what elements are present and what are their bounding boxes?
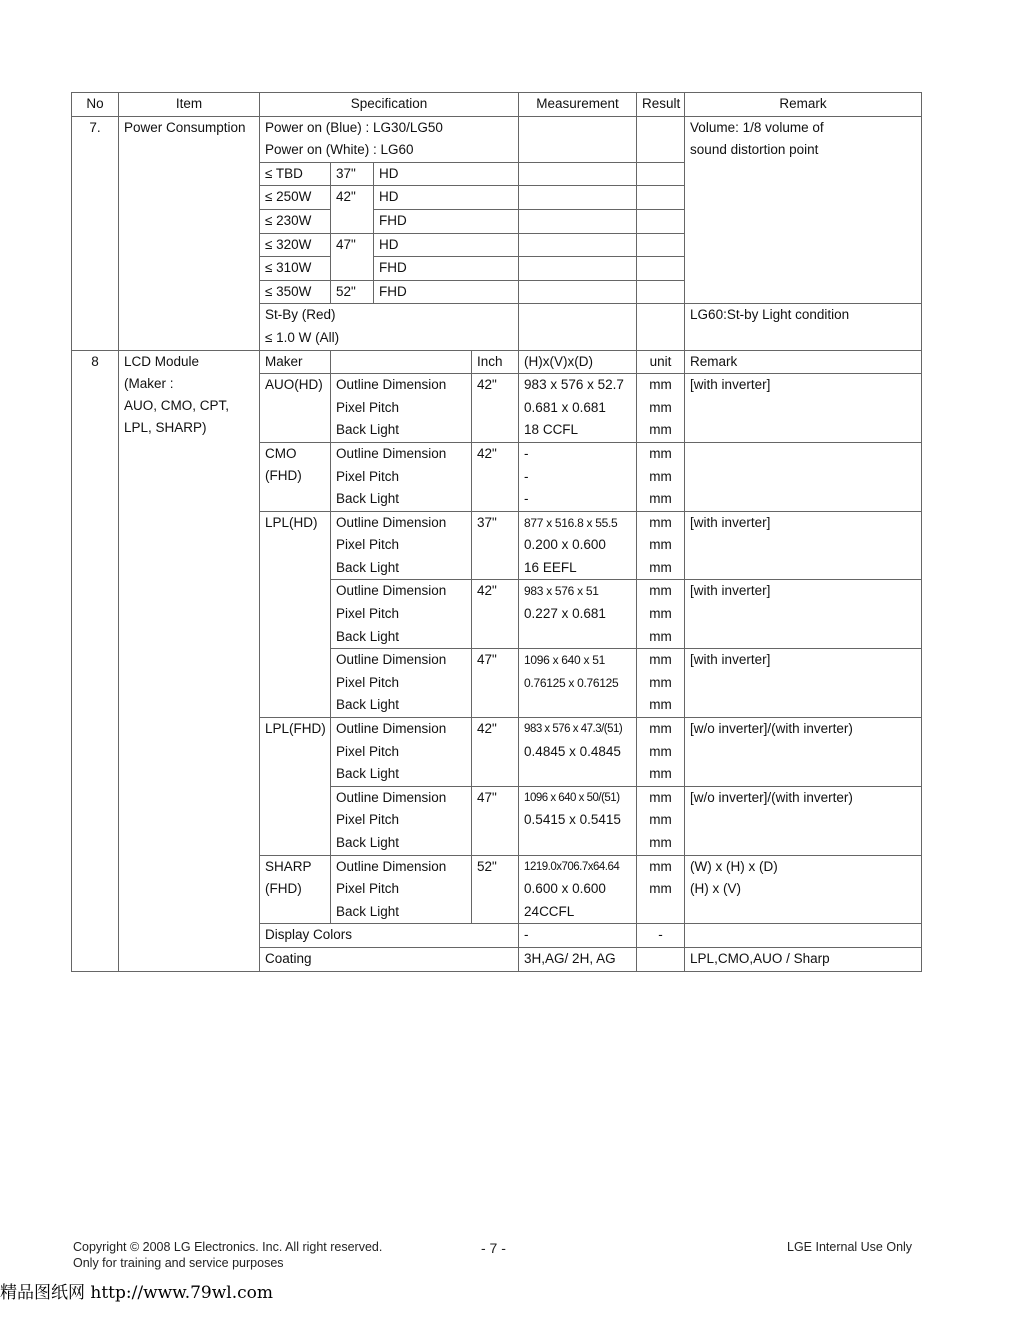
lcd-value: 983 x 576 x 47.3/(51) [519, 718, 637, 741]
lcd-value: 0.4845 x 0.4845 [519, 741, 637, 764]
coating-meas: 3H,AG/ 2H, AG [519, 947, 637, 971]
table-cell: HD [374, 186, 519, 210]
lcd-header-meas: (H)x(V)x(D) [519, 350, 637, 374]
table-cell: 52" [331, 280, 374, 304]
lcd-value: 877 x 516.8 x 55.5 [519, 511, 637, 534]
param-label: Back Light [331, 763, 472, 786]
lcd-value: 0.681 x 0.681 [519, 397, 637, 420]
lcd-maker [260, 442, 331, 511]
lcd-remark: [with inverter] [685, 374, 922, 397]
param-label: Outline Dimension [331, 786, 472, 809]
lcd-value [519, 694, 637, 717]
item-line: (Maker : [124, 375, 174, 391]
lcd-remark: [w/o inverter]/(with inverter) [685, 786, 922, 809]
param-label: Back Light [331, 488, 472, 511]
lcd-header-remark: Remark [685, 350, 922, 374]
table-cell [519, 280, 637, 304]
table-cell: ≤ 320W [260, 233, 331, 257]
table-row [72, 116, 922, 139]
lcd-value: 0.227 x 0.681 [519, 603, 637, 626]
lcd-value: 0.76125 x 0.76125 [519, 672, 637, 695]
param-label: Pixel Pitch [331, 534, 472, 557]
maker-line: LPL(FHD) [265, 721, 326, 737]
table-cell [637, 233, 685, 257]
lcd-maker [260, 855, 331, 924]
param-label: Back Light [331, 557, 472, 580]
table-cell [519, 186, 637, 210]
lcd-remark: [with inverter] [685, 649, 922, 672]
table-cell [637, 116, 685, 139]
param-label: Pixel Pitch [331, 672, 472, 695]
lcd-unit: mm [637, 832, 685, 855]
table-cell [637, 162, 685, 186]
table-cell [519, 209, 637, 233]
table-cell [637, 186, 685, 210]
coating-remark: LPL,CMO,AUO / Sharp [685, 947, 922, 971]
copyright-text: Copyright © 2008 LG Electronics. Inc. All right reserved. [73, 1240, 383, 1254]
param-label: Back Light [331, 626, 472, 649]
lcd-value: 1096 x 640 x 50/(51) [519, 786, 637, 809]
lcd-remark [685, 603, 922, 626]
table-cell [331, 350, 472, 374]
internal-use-text: LGE Internal Use Only [787, 1240, 913, 1254]
lcd-inch: 42" [472, 374, 519, 443]
lcd-unit: mm [637, 488, 685, 511]
lcd-header-inch: Inch [472, 350, 519, 374]
lcd-value: - [519, 488, 637, 511]
lcd-unit: mm [637, 580, 685, 603]
table-cell [519, 304, 637, 350]
param-label: Back Light [331, 419, 472, 442]
table-cell: Power on (White) : LG60 [260, 139, 519, 162]
remark-volume: Volume: 1/8 volume of [685, 116, 922, 139]
table-cell: 42" [331, 186, 374, 233]
param-label: Back Light [331, 901, 472, 924]
table-cell [637, 947, 685, 971]
lcd-inch: 42" [472, 580, 519, 649]
lcd-unit: mm [637, 442, 685, 465]
param-label: Outline Dimension [331, 718, 472, 741]
lcd-value: 18 CCFL [519, 419, 637, 442]
header-measurement: Measurement [519, 93, 637, 117]
display-colors-result: - [637, 924, 685, 948]
param-label: Outline Dimension [331, 855, 472, 878]
lcd-remark [685, 397, 922, 420]
lcd-value: 0.200 x 0.600 [519, 534, 637, 557]
lcd-inch: 52" [472, 855, 519, 924]
table-cell: ≤ 230W [260, 209, 331, 233]
lcd-remark [685, 741, 922, 764]
lcd-unit: mm [637, 511, 685, 534]
param-label: Pixel Pitch [331, 397, 472, 420]
item-line: AUO, CMO, CPT, [124, 397, 230, 413]
item-power-consumption: Power Consumption [119, 116, 260, 350]
table-cell [685, 162, 922, 304]
display-colors-label: Display Colors [260, 924, 519, 948]
lcd-unit: mm [637, 741, 685, 764]
header-remark: Remark [685, 93, 922, 117]
param-label: Outline Dimension [331, 442, 472, 465]
table-cell: ≤ TBD [260, 162, 331, 186]
lcd-unit: mm [637, 855, 685, 878]
lcd-unit: mm [637, 809, 685, 832]
watermark: 精品图纸网 http://www.79wl.com [0, 1283, 274, 1303]
header-result: Result [637, 93, 685, 117]
lcd-inch: 47" [472, 786, 519, 855]
page-number: - 7 - [481, 1240, 506, 1256]
table-cell: FHD [374, 280, 519, 304]
param-label: Pixel Pitch [331, 603, 472, 626]
lcd-remark [685, 419, 922, 442]
lcd-unit: mm [637, 718, 685, 741]
param-label: Pixel Pitch [331, 878, 472, 901]
lcd-value: 983 x 576 x 51 [519, 580, 637, 603]
table-cell: 37" [331, 162, 374, 186]
lcd-value: 0.5415 x 0.5415 [519, 809, 637, 832]
lcd-unit [637, 901, 685, 924]
maker-line: (FHD) [265, 467, 302, 483]
row-no: 8 [72, 350, 119, 971]
table-cell: Power on (Blue) : LG30/LG50 [260, 116, 519, 139]
lcd-remark [685, 534, 922, 557]
table-cell [637, 257, 685, 281]
training-text: Only for training and service purposes [73, 1256, 284, 1270]
maker-line: CMO [265, 445, 297, 461]
lcd-remark [685, 832, 922, 855]
lcd-value: 16 EEFL [519, 557, 637, 580]
lcd-remark [685, 809, 922, 832]
lcd-value [519, 626, 637, 649]
param-label: Pixel Pitch [331, 809, 472, 832]
lcd-inch: 42" [472, 718, 519, 787]
row-no: 7. [72, 116, 119, 350]
lcd-inch: 37" [472, 511, 519, 580]
table-cell: FHD [374, 209, 519, 233]
table-row [72, 93, 922, 117]
table-cell: ≤ 310W [260, 257, 331, 281]
table-row [72, 350, 922, 374]
lcd-remark [685, 763, 922, 786]
maker-line: AUO(HD) [265, 377, 323, 393]
lcd-value [519, 832, 637, 855]
table-cell [519, 162, 637, 186]
lcd-remark [685, 442, 922, 465]
table-cell: HD [374, 162, 519, 186]
lcd-unit: mm [637, 419, 685, 442]
lcd-remark [685, 694, 922, 717]
lcd-value: 983 x 576 x 52.7 [519, 374, 637, 397]
item-line: LPL, SHARP) [124, 419, 207, 435]
lcd-unit: mm [637, 878, 685, 901]
lcd-unit: mm [637, 557, 685, 580]
header-item: Item [119, 93, 260, 117]
lcd-unit: mm [637, 603, 685, 626]
table-cell [637, 280, 685, 304]
table-cell: FHD [374, 257, 519, 281]
lcd-remark: (W) x (H) x (D) [685, 855, 922, 878]
lcd-unit: mm [637, 374, 685, 397]
lcd-unit: mm [637, 534, 685, 557]
lcd-remark [685, 488, 922, 511]
table-cell [685, 924, 922, 948]
table-cell [519, 233, 637, 257]
lcd-unit: mm [637, 397, 685, 420]
lcd-remark [685, 901, 922, 924]
lcd-inch: 42" [472, 442, 519, 511]
lcd-header-unit: unit [637, 350, 685, 374]
lcd-header-maker: Maker [260, 350, 331, 374]
spec-table [71, 92, 922, 972]
maker-line: SHARP [265, 858, 312, 874]
table-cell [519, 257, 637, 281]
table-cell [637, 139, 685, 162]
header-no: No [72, 93, 119, 117]
remark-standby: LG60:St-by Light condition [685, 304, 922, 350]
header-specification: Specification [260, 93, 519, 117]
param-label: Pixel Pitch [331, 741, 472, 764]
table-cell: ≤ 350W [260, 280, 331, 304]
table-cell [637, 209, 685, 233]
remark-volume-2: sound distortion point [685, 139, 922, 162]
table-cell [519, 116, 637, 139]
lcd-value [519, 763, 637, 786]
table-cell [519, 139, 637, 162]
table-cell [637, 304, 685, 350]
coating-label: Coating [260, 947, 519, 971]
lcd-remark: [w/o inverter]/(with inverter) [685, 718, 922, 741]
lcd-maker [260, 511, 331, 717]
lcd-remark [685, 466, 922, 489]
param-label: Back Light [331, 694, 472, 717]
table-cell: HD [374, 233, 519, 257]
table-cell: ≤ 1.0 W (All) [260, 327, 519, 350]
lcd-value: 1219.0x706.7x64.64 [519, 855, 637, 878]
param-label: Back Light [331, 832, 472, 855]
lcd-unit: mm [637, 694, 685, 717]
lcd-remark [685, 672, 922, 695]
param-label: Pixel Pitch [331, 466, 472, 489]
lcd-value: - [519, 442, 637, 465]
lcd-maker [260, 718, 331, 856]
table-cell: St-By (Red) [260, 304, 519, 327]
lcd-remark [685, 557, 922, 580]
item-line: LCD Module [124, 353, 200, 369]
lcd-remark: [with inverter] [685, 580, 922, 603]
lcd-remark: [with inverter] [685, 511, 922, 534]
lcd-unit: mm [637, 626, 685, 649]
table-cell: ≤ 250W [260, 186, 331, 210]
lcd-unit: mm [637, 786, 685, 809]
lcd-unit: mm [637, 649, 685, 672]
lcd-unit: mm [637, 672, 685, 695]
table-cell: 47" [331, 233, 374, 280]
lcd-remark [685, 626, 922, 649]
item-lcd-module [119, 350, 260, 971]
param-label: Outline Dimension [331, 374, 472, 397]
maker-line: (FHD) [265, 880, 302, 896]
lcd-value: 24CCFL [519, 901, 637, 924]
maker-line: LPL(HD) [265, 514, 318, 530]
param-label: Outline Dimension [331, 580, 472, 603]
param-label: Outline Dimension [331, 649, 472, 672]
lcd-remark: (H) x (V) [685, 878, 922, 901]
lcd-value: 1096 x 640 x 51 [519, 649, 637, 672]
lcd-inch: 47" [472, 649, 519, 718]
param-label: Outline Dimension [331, 511, 472, 534]
lcd-value: 0.600 x 0.600 [519, 878, 637, 901]
lcd-unit: mm [637, 763, 685, 786]
display-colors-meas: - [519, 924, 637, 948]
lcd-maker [260, 374, 331, 443]
lcd-unit: mm [637, 466, 685, 489]
lcd-value: - [519, 466, 637, 489]
